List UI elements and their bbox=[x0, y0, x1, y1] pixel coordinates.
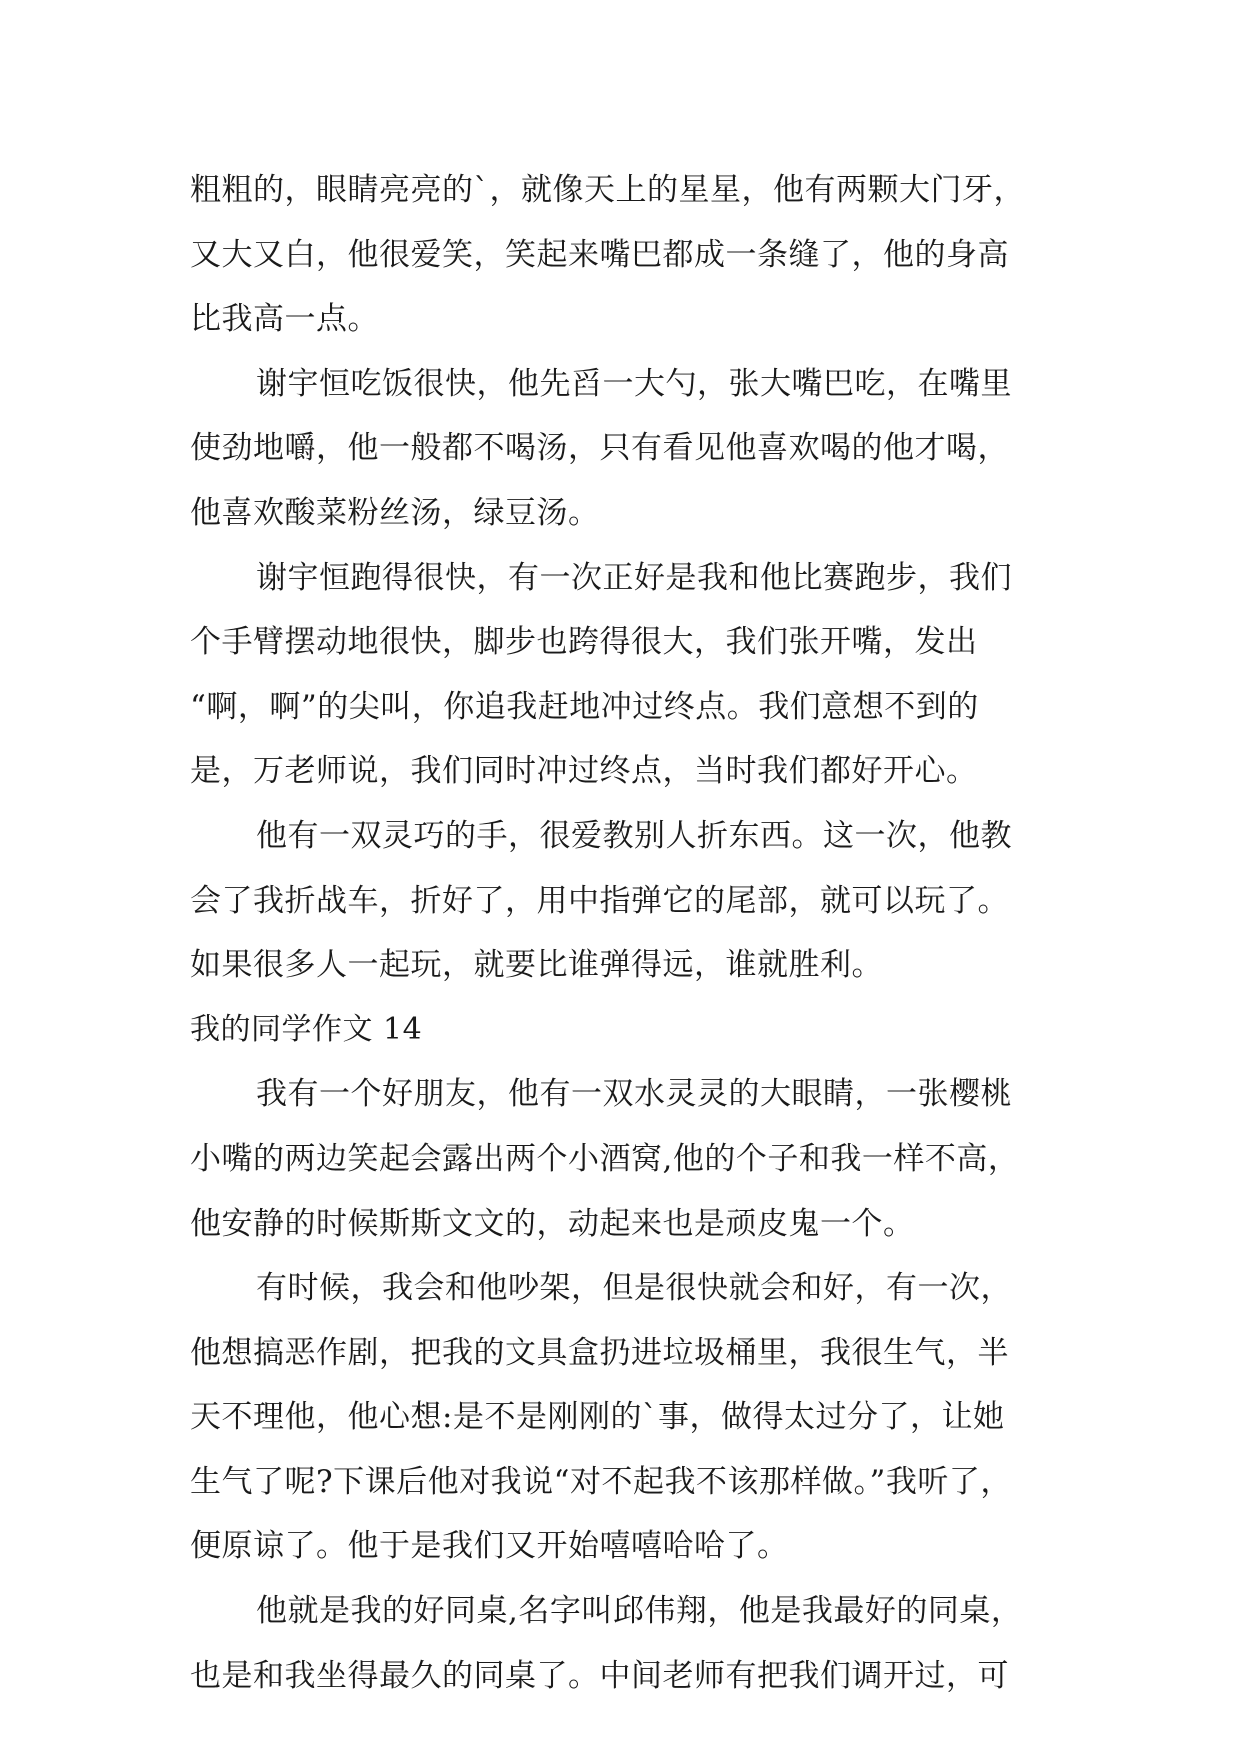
text-line: 他想搞恶作剧，把我的文具盒扔进垃圾桶里，我很生气，半 bbox=[190, 1334, 1009, 1371]
paragraph-start-line: 我有一个好朋友，他有一双水灵灵的大眼睛，一张樱桃 bbox=[256, 1076, 1012, 1113]
paragraph-start-line: 谢宇恒跑得很快，有一次正好是我和他比赛跑步，我们 bbox=[256, 559, 1012, 596]
text-line: 便原谅了。他于是我们又开始嘻嘻哈哈了。 bbox=[190, 1528, 789, 1565]
text-line: 又大又白，他很爱笑，笑起来嘴巴都成一条缝了，他的身高 bbox=[190, 236, 1009, 273]
text-line: 生气了呢?下课后他对我说“对不起我不该那样做。”我听了， bbox=[190, 1463, 1012, 1500]
essay-body bbox=[190, 158, 1070, 1708]
text-line: 是，万老师说，我们同时冲过终点，当时我们都好开心。 bbox=[190, 753, 978, 790]
essay-heading: 我的同学作文 14 bbox=[190, 1011, 423, 1047]
text-line: 也是和我坐得最久的同桌了。中间老师有把我们调开过，可 bbox=[190, 1657, 1009, 1694]
text-line: 比我高一点。 bbox=[190, 301, 379, 338]
paragraph-start-line: 他就是我的好同桌,名字叫邱伟翔，他是我最好的同桌， bbox=[256, 1593, 1023, 1630]
text-line: 他安静的时候斯斯文文的，动起来也是顽皮鬼一个。 bbox=[190, 1205, 915, 1242]
text-line: 天不理他，他心想:是不是刚刚的`事，做得太过分了，让她 bbox=[190, 1399, 1005, 1436]
paragraph-start-line: 谢宇恒吃饭很快，他先舀一大勺，张大嘴巴吃，在嘴里 bbox=[256, 365, 1012, 402]
text-line: 个手臂摆动地很快，脚步也跨得很大，我们张开嘴，发出 bbox=[190, 624, 978, 661]
text-line: “啊，啊”的尖叫，你追我赶地冲过终点。我们意想不到的 bbox=[190, 688, 979, 725]
text-line: 使劲地嚼，他一般都不喝汤，只有看见他喜欢喝的他才喝， bbox=[190, 430, 1009, 467]
text-line: 粗粗的，眼睛亮亮的`，就像天上的星星，他有两颗大门牙， bbox=[190, 172, 1025, 208]
paragraph-start-line: 他有一双灵巧的手，很爱教别人折东西。这一次，他教 bbox=[256, 817, 1012, 854]
text-line: 小嘴的两边笑起会露出两个小酒窝,他的个子和我一样不高， bbox=[190, 1140, 1020, 1177]
paragraph-start-line: 有时候，我会和他吵架，但是很快就会和好，有一次， bbox=[256, 1270, 1012, 1307]
text-line: 会了我折战车，折好了，用中指弹它的尾部，就可以玩了。 bbox=[190, 882, 1009, 919]
text-line: 他喜欢酸菜粉丝汤，绿豆汤。 bbox=[190, 494, 600, 531]
text-line: 如果很多人一起玩，就要比谁弹得远，谁就胜利。 bbox=[190, 947, 883, 984]
